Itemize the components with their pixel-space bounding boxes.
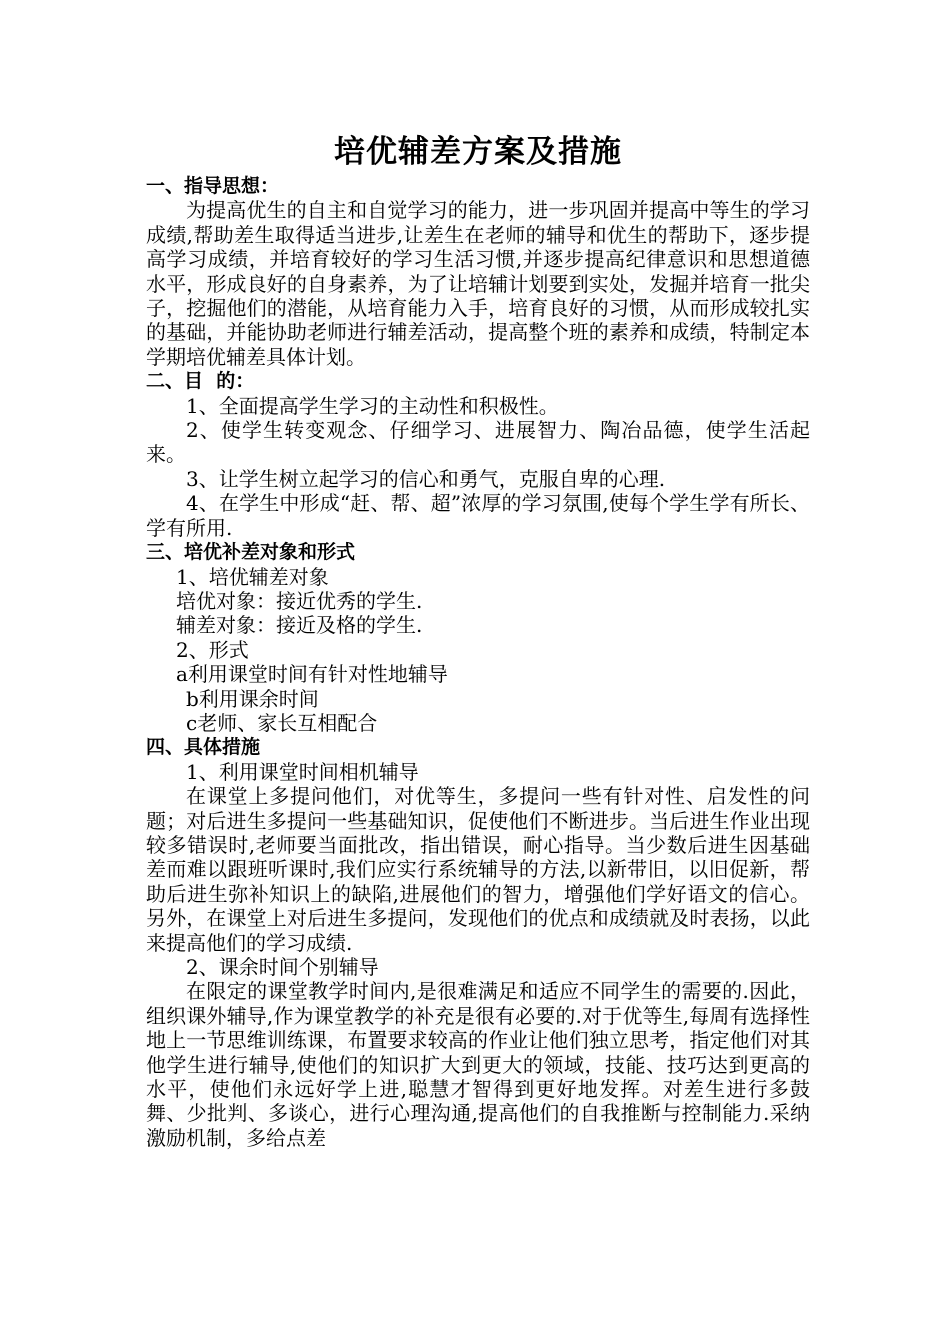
paragraph-purpose-4: 4、在学生中形成“赶、帮、超”浓厚的学习氛围,使每个学生学有所长、学有所用.	[146, 491, 810, 540]
section-heading-targets-forms: 三、培优补差对象和形式	[146, 541, 356, 564]
paragraph-measures-1-body: 在课堂上多提问他们，对优等生，多提问一些有针对性、启发性的问题；对后进生多提问一些基础知识，促使他们不断进步。当后进生作业出现较多错误时,老师要当面批改，指出错误，耐心指导。当少数后进生因基础差而难以跟班听课时,我们应实行系统辅导的方法,以新带旧，以旧促新，帮助后进生弥补知识上的缺陷,进展他们的智力，增强他们学好语文的信心。另外，在课堂上对后进生多提问，发现他们的优点和成绩就及时表扬，以此来提高他们的学习成绩.	[146, 784, 810, 955]
paragraph-measures-1-title: 1、利用课堂时间相机辅导	[186, 759, 419, 784]
paragraph-measures-2-body: 在限定的课堂教学时间内,是很难满足和适应不同学生的需要的.因此，组织课外辅导,作为课堂教学的补充是很有必要的.对于优等生,每周有选择性地上一节思维训练课，布置要求较高的作业让他们独立思考，指定他们对其他学生进行辅导,使他们的知识扩大到更大的领域，技能、技巧达到更高的水平，使他们永远好学上进,聪慧才智得到更好地发挥。对差生进行多鼓舞、少批判、多谈心，进行心理沟通,提高他们的自我推断与控制能力.采纳激励机制，多给点差	[146, 979, 810, 1150]
line-excellent-targets: 培优对象：接近优秀的学生.	[176, 588, 423, 613]
line-form-b: b利用课余时间	[186, 686, 319, 711]
line-targets-title: 1、培优辅差对象	[176, 564, 329, 589]
line-form-c: c老师、家长互相配合	[186, 710, 378, 735]
paragraph-guiding-ideology: 为提高优生的自主和自觉学习的能力，进一步巩固并提高中等生的学习成绩,帮助差生取得适当进步,让差生在老师的辅导和优生的帮助下，逐步提高学习成绩，并培育较好的学习生活习惯,并逐步提高纪律意识和思想道德水平，形成良好的自身素养，为了让培辅计划要到实处，发掘并培育一批尖子，挖掘他们的潜能，从培育能力入手，培育良好的习惯，从而形成较扎实的基础，并能协助老师进行辅差活动，提高整个班的素养和成绩，特制定本学期培优辅差具体计划。	[146, 198, 810, 369]
line-remedial-targets: 辅差对象：接近及格的学生.	[176, 613, 423, 638]
line-forms-title: 2、形式	[176, 637, 249, 662]
section-heading-guiding-ideology: 一、指导思想：	[146, 175, 280, 197]
section-heading-measures: 四、具体措施	[146, 736, 261, 759]
paragraph-purpose-1: 1、全面提高学生学习的主动性和积极性。	[186, 393, 559, 418]
line-form-a: a利用课堂时间有针对性地辅导	[176, 662, 448, 687]
paragraph-measures-2-title: 2、课余时间个别辅导	[186, 955, 379, 979]
document-content	[146, 130, 810, 1150]
paragraph-purpose-2: 2、使学生转变观念、仔细学习、进展智力、陶冶品德，使学生活起来。	[146, 418, 810, 467]
document-title: 培优辅差方案及措施	[334, 134, 622, 170]
paragraph-purpose-3: 3、让学生树立起学习的信心和勇气，克服自卑的心理.	[186, 466, 666, 491]
section-heading-purpose: 二、目 的：	[146, 370, 255, 393]
